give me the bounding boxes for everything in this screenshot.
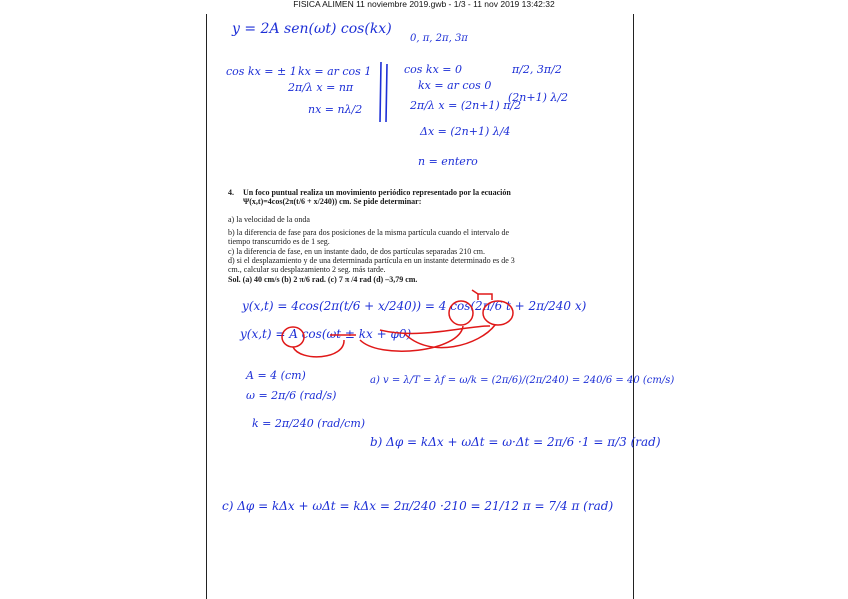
given-value: k = 2π/240 (rad/cm) [252,417,366,430]
handwritten-line: kx = ar cos 0 [418,79,492,92]
handwritten-roots: 0, π, 2π, 3π [410,33,468,44]
answer-c: c) Δφ = kΔx + ωΔt = kΔx = 2π/240 ·210 = 21/12 π = 7/4 π (rad) [222,499,614,513]
problem-item: b) la diferencia de fase para dos posiciones de la misma partícula cuando el intervalo de [228,228,509,237]
handwritten-equation: y = 2A sen(ωt) cos(kx) [232,21,392,37]
problem-statement: Un foco puntual realiza un movimiento periódico representado por la ecuación [243,188,511,197]
handwritten-line: Δx = (2n+1) λ/4 [420,125,511,138]
problem-item: tiempo transcurrido es de 1 seg. [228,237,330,246]
handwritten-line: n = entero [418,155,478,168]
handwritten-line: 2π/λ x = nπ [288,81,354,94]
handwritten-line: nx = nλ/2 [308,103,363,116]
given-value: ω = 2π/6 (rad/s) [246,389,337,402]
handwritten-line: (2n+1) λ/2 [508,91,569,104]
solution-line: Sol. (a) 40 cm/s (b) 2 π/6 rad. (c) 7 π /4 rad (d) –3,79 cm. [228,275,418,284]
answer-b: b) Δφ = kΔx + ωΔt = ω·Δt = 2π/6 ·1 = π/3 (rad) [370,435,661,449]
handwritten-equation: y(x,t) = 4cos(2π(t/6 + x/240)) = 4 cos(2π/6 t + 2π/240 x) [242,299,587,313]
problem-number: 4. [228,188,234,197]
problem-item: a) la velocidad de la onda [228,215,310,224]
handwritten-line: cos kx = 0 [404,63,463,76]
problem-statement: Ψ(x,t)=4cos(2π(t/6 + x/240)) cm. Se pide determinar: [243,197,422,206]
problem-item: d) si el desplazamiento y de una determinada partícula en un instante determinado es de 3 [228,256,515,265]
given-value: A = 4 (cm) [246,369,306,382]
window-title: FISICA ALIMEN 11 noviembre 2019.gwb - 1/3 - 11 nov 2019 13:42:32 [293,0,555,9]
handwritten-line: π/2, 3π/2 [512,63,562,76]
handwritten-line: cos kx = ± 1 [226,65,297,78]
handwritten-line: 2π/λ x = (2n+1) π/2 [410,99,522,112]
answer-a: a) v = λ/T = λf = ω/k = (2π/6)/(2π/240) = 240/6 = 40 (cm/s) [370,375,675,386]
problem-item: cm., calcular su desplazamiento 2 seg. más tarde. [228,265,386,274]
handwritten-equation: y(x,t) = A cos(ωt ± kx + φ0) [240,327,412,341]
problem-item: c) la diferencia de fase, en un instante dado, de dos partículas separadas 210 cm. [228,247,486,256]
handwritten-line: kx = ar cos 1 [298,65,372,78]
